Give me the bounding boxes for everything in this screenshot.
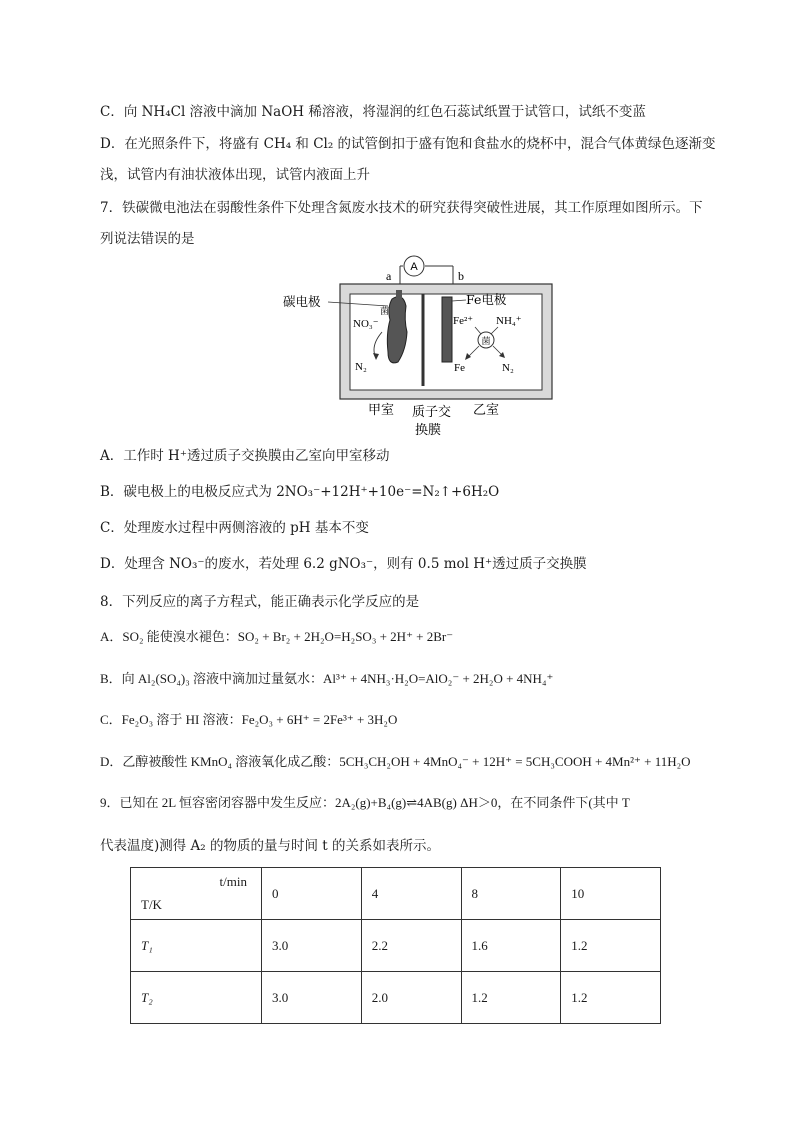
membrane-label-line2: 换膜: [415, 423, 442, 438]
table-row-label: T₂: [131, 972, 262, 1024]
nitrate-label: NO₃⁻: [353, 318, 379, 330]
table-cell: 1.2: [461, 972, 561, 1024]
wire-label-a: a: [386, 269, 392, 283]
q7-stem-line2: 列说法错误的是: [100, 231, 195, 247]
fe-electrode: [442, 297, 452, 362]
q6-option-c: C．向 NH₄Cl 溶液中滴加 NaOH 稀溶液，将湿润的红色石蕊试纸置于试管口，试纸不变蓝: [100, 104, 646, 120]
right-room-label: 乙室: [473, 403, 500, 418]
table-cell: 10: [561, 868, 661, 920]
wire-label-b: b: [458, 269, 464, 283]
table-cell: 1.6: [461, 920, 561, 972]
left-room-label: 甲室: [368, 403, 395, 418]
q6-option-d-line1: D．在光照条件下，将盛有 CH₄ 和 Cl₂ 的试管倒扣于盛有饱和食盐水的烧杯中，混合气体黄绿色逐渐变: [100, 136, 716, 152]
q7-option-d: D．处理含 NO₃⁻的废水，若处理 6.2 gNO₃⁻，则有 0.5 mol H⁺透过质子交换膜: [100, 556, 587, 572]
carbon-electrode-label: 碳电极: [283, 294, 321, 309]
membrane-label-line1: 质子交: [412, 405, 452, 420]
fe-product-label: Fe: [454, 362, 465, 374]
q9-stem-line2: 代表温度)测得 A₂ 的物质的量与时间 t 的关系如表所示。: [100, 838, 441, 854]
table-row: [131, 972, 661, 1024]
table-cell: 1.2: [561, 972, 661, 1024]
q8-stem: 8．下列反应的离子方程式，能正确表示化学反应的是: [100, 594, 420, 610]
table-row: [131, 920, 661, 972]
electrochemical-cell-diagram: [270, 254, 570, 444]
ammeter-label: A: [410, 261, 418, 273]
fe2-label: Fe²⁺: [453, 315, 474, 327]
q8-option-c: C．Fe₂O₃ 溶于 HI 溶液：Fe₂O₃ + 6H⁺ = 2Fe³⁺ + 3H₂O: [100, 712, 398, 727]
fe-electrode-label: Fe电极: [466, 292, 507, 307]
table-cell: 2.0: [361, 972, 461, 1024]
q8-option-d: D．乙醇被酸性 KMnO₄ 溶液氧化成乙酸：5CH₃CH₂OH + 4MnO₄⁻ + 12H⁺ = 5CH₃COOH + 4Mn²⁺ + 11H₂O: [100, 754, 691, 769]
ammonium-label: NH₄⁺: [496, 315, 522, 327]
q7-stem-line1: 7．铁碳微电池法在弱酸性条件下处理含氮废水技术的研究获得突破性进展，其工作原理如图所示。下: [100, 200, 703, 216]
q9-stem-line1: 9．已知在 2L 恒容密闭容器中发生反应：2A₂(g)+B₄(g)⇌4AB(g) ΔH＞0，在不同条件下(其中 T: [100, 795, 630, 810]
table-cell: 1.2: [561, 920, 661, 972]
table-row-label: T₁: [131, 920, 262, 972]
nitrogen-label-right: N₂: [502, 362, 514, 374]
table-cell: 0: [262, 868, 362, 920]
header-temp-label: T/K: [141, 897, 162, 912]
q7-option-b: B．碳电极上的电极反应式为 2NO₃⁻+12H⁺+10e⁻=N₂↑+6H₂O: [100, 484, 500, 500]
nitrogen-label-left: N₂: [355, 361, 367, 373]
table-cell: 2.2: [361, 920, 461, 972]
table-cell: 3.0: [262, 920, 362, 972]
q7-option-a: A．工作时 H⁺透过质子交换膜由乙室向甲室移动: [100, 448, 390, 464]
table-row: [131, 868, 661, 920]
table-cell: 3.0: [262, 972, 362, 1024]
carbon-electrode-rod: [396, 290, 402, 300]
table-cell: 4: [361, 868, 461, 920]
q9-data-table: [130, 867, 661, 1024]
bacteria-label-right: 菌: [481, 337, 491, 347]
header-time-label: t/min: [219, 874, 247, 889]
table-cell: 8: [461, 868, 561, 920]
table-header-corner: [131, 868, 262, 920]
q6-option-d-line2: 浅，试管内有油状液体出现，试管内液面上升: [100, 167, 370, 183]
q8-option-b: B．向 Al₂(SO₄)₃ 溶液中滴加过量氨水：Al³⁺ + 4NH₃·H₂O=AlO₂⁻ + 2H₂O + 4NH₄⁺: [100, 671, 554, 686]
bacteria-label-left: 菌: [380, 307, 390, 317]
q7-option-c: C．处理废水过程中两侧溶液的 pH 基本不变: [100, 520, 369, 536]
q8-option-a: A．SO₂ 能使溴水褪色：SO₂ + Br₂ + 2H₂O=H₂SO₃ + 2H⁺ + 2Br⁻: [100, 629, 454, 644]
